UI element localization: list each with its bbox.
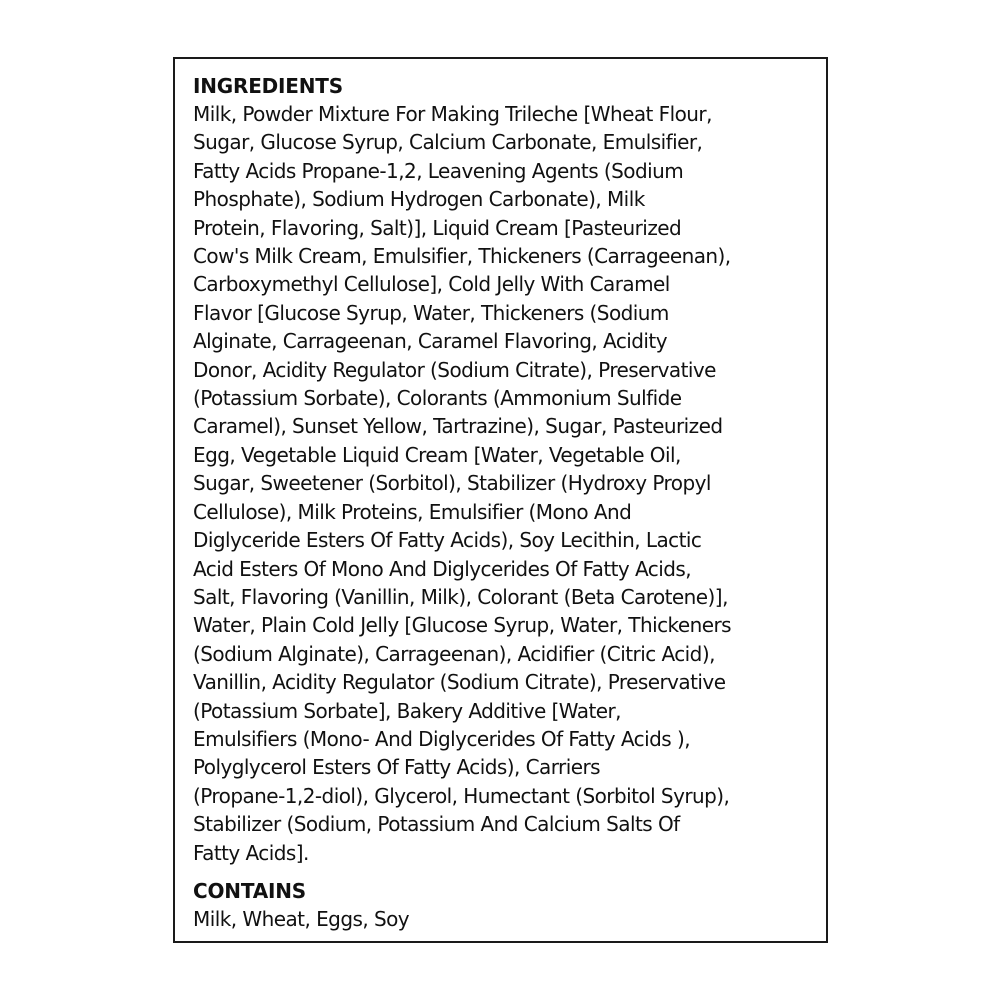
ingredients-line: Flavor [Glucose Syrup, Water, Thickeners (Sodium <box>193 300 669 325</box>
ingredients-line: Caramel), Sunset Yellow, Tartrazine), Sugar, Pasteurized <box>193 414 723 439</box>
ingredients-line: Acid Esters Of Mono And Diglycerides Of Fatty Acids, <box>193 556 692 581</box>
ingredients-line: Salt, Flavoring (Vanillin, Milk), Colorant (Beta Carotene)], <box>193 584 728 609</box>
ingredients-line: Sugar, Glucose Syrup, Calcium Carbonate, Emulsifier, <box>193 130 703 155</box>
ingredients-line: (Propane-1,2-diol), Glycerol, Humectant (Sorbitol Syrup), <box>193 783 730 808</box>
ingredients-line: Stabilizer (Sodium, Potassium And Calcium Salts Of <box>193 812 680 837</box>
ingredients-line: Sugar, Sweetener (Sorbitol), Stabilizer (Hydroxy Propyl <box>193 471 711 496</box>
ingredients-line: Water, Plain Cold Jelly [Glucose Syrup, Water, Thickeners <box>193 613 732 638</box>
ingredients-line: (Potassium Sorbate), Colorants (Ammonium Sulfide <box>193 386 682 411</box>
ingredients-line: Egg, Vegetable Liquid Cream [Water, Vegetable Oil, <box>193 442 681 467</box>
ingredients-line: Vanillin, Acidity Regulator (Sodium Citrate), Preservative <box>193 670 726 695</box>
ingredients-line: Emulsifiers (Mono- And Diglycerides Of Fatty Acids ), <box>193 726 691 751</box>
ingredients-line: (Potassium Sorbate], Bakery Additive [Water, <box>193 698 621 723</box>
ingredients-line: Cellulose), Milk Proteins, Emulsifier (Mono And <box>193 499 632 524</box>
ingredients-line: Diglyceride Esters Of Fatty Acids), Soy Lecithin, Lactic <box>193 528 702 553</box>
ingredients-line: Phosphate), Sodium Hydrogen Carbonate), Milk <box>193 187 645 212</box>
ingredients-line: Carboxymethyl Cellulose], Cold Jelly With Caramel <box>193 272 670 297</box>
ingredients-heading: INGREDIENTS <box>193 74 343 98</box>
ingredients-line: Milk, Powder Mixture For Making Trileche [Wheat Flour, <box>193 102 712 126</box>
contains-section <box>193 877 826 933</box>
ingredients-line: Alginate, Carrageenan, Caramel Flavoring, Acidity <box>193 329 667 354</box>
allergen-list: Milk, Wheat, Eggs, Soy <box>193 906 410 931</box>
ingredients-line: Polyglycerol Esters Of Fatty Acids), Carriers <box>193 755 601 780</box>
ingredients-section <box>193 72 826 867</box>
contains-heading: CONTAINS <box>193 878 306 903</box>
ingredients-text <box>193 100 826 867</box>
ingredients-line: Donor, Acidity Regulator (Sodium Citrate), Preservative <box>193 357 716 382</box>
ingredients-line: (Sodium Alginate), Carrageenan), Acidifier (Citric Acid), <box>193 641 715 666</box>
ingredients-line: Fatty Acids Propane-1,2, Leavening Agents (Sodium <box>193 158 684 183</box>
ingredients-line: Fatty Acids]. <box>193 840 309 865</box>
ingredients-label-panel <box>173 57 828 943</box>
ingredients-line: Protein, Flavoring, Salt)], Liquid Cream [Pasteurized <box>193 215 682 240</box>
ingredients-line: Cow's Milk Cream, Emulsifier, Thickeners (Carrageenan), <box>193 244 731 269</box>
